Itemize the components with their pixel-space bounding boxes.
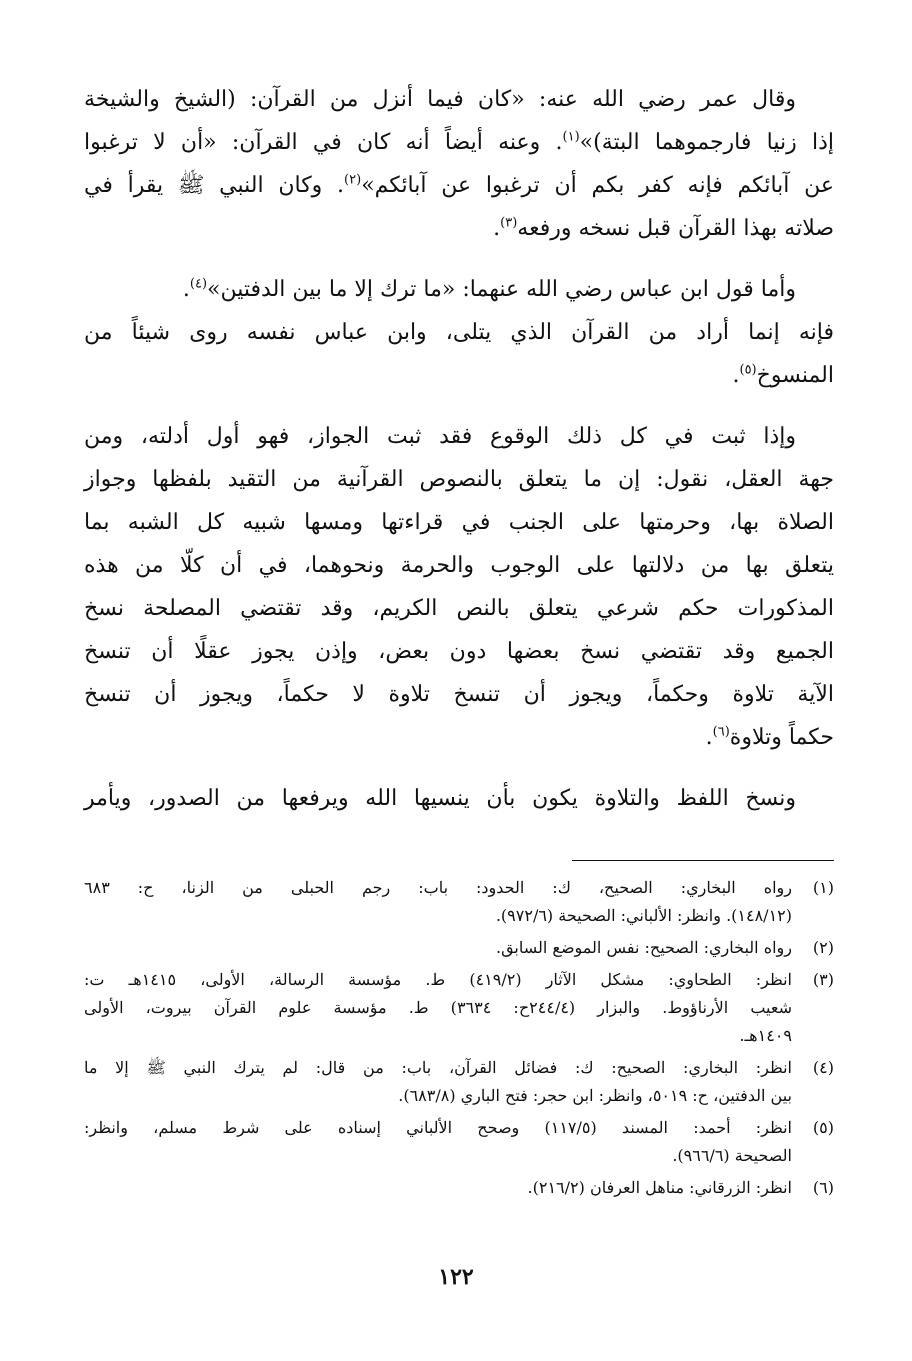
paragraph-4: ونسخ اللفظ والتلاوة يكون بأن ينسيها الله ويرفعها من الصدور، ويأمر [84, 786, 796, 811]
footnote-ref-6[interactable]: (٦) [712, 724, 730, 740]
footnote-ref-2[interactable]: (٢) [344, 172, 362, 188]
footnote-ref-3[interactable]: (٣) [500, 215, 518, 231]
footnote-number: (٤) [812, 1058, 834, 1077]
footnote-divider [572, 860, 834, 861]
footnote-3: (٣) انظر: الطحاوي: مشكل الآثار (٤١٩/٢) ط. مؤسسة الرسالة، الأولى، ١٤١٥هـ ت: شعيب الأرناؤوط. والبزار (٢٤٤/٤ح: ٣٦٣٤) ط. مؤسسة علوم القرآن بيروت، الأولى ١٤٠٩هـ. [84, 966, 834, 1050]
footnote-6: (٦) انظر: الزرقاني: مناهل العرفان (٢١٦/٢). [84, 1174, 834, 1202]
page-number: ١٢٢ [438, 1264, 474, 1290]
footnote-number: (٣) [812, 970, 834, 989]
footnote-ref-5[interactable]: (٥) [739, 362, 757, 378]
footnote-number: (١) [812, 878, 834, 897]
footnote-number: (٥) [812, 1118, 834, 1137]
footnote-2: (٢) رواه البخاري: الصحيح: نفس الموضع السابق. [84, 934, 834, 962]
footnotes [84, 874, 834, 1206]
footnote-ref-4[interactable]: (٤) [189, 276, 208, 292]
footnote-ref-1[interactable]: (١) [562, 129, 580, 145]
footnote-number: (٢) [812, 938, 834, 957]
footnote-number: (٦) [812, 1178, 834, 1197]
paragraph-2: وأما قول ابن عباس رضي الله عنهما: «ما ترك إلا ما بين الدفتين»$^{(٤)}$. فإنه إنما أراد من القرآن الذي يتلى، وابن عباس نفسه روى شيئاً من المنسوخ$^{(٥)}$. [84, 276, 834, 388]
footnote-4: (٤) انظر: البخاري: الصحيح: ك: فضائل القرآن، باب: من قال: لم يترك النبي ﷺ إلا ما بين الدفتين، ح: ٥٠١٩، وانظر: ابن حجر: فتح الباري (٦٨٣/٨). [84, 1054, 834, 1110]
footnote-1: (١) رواه البخاري: الصحيح، ك: الحدود: باب: رجم الحبلى من الزنا، ح: ٦٨٣ (١٤٨/١٢). وانظر: الألباني: الصحيحة (٩٧٢/٦). [84, 874, 834, 930]
paragraph-1: وقال عمر رضي الله عنه: «كان فيما أنزل من القرآن: (الشيخ والشيخة إذا زنيا فارجموهما البتة)»$^{(١)}$. وعنه أيضاً أنه كان في القرآن: «أن لا ترغبوا عن آبائكم فإنه كفر بكم أن ترغبوا عن آبائكم»$^{(٢)}$. وكان النبي ﷺ يقرأ في صلاته بهذا القرآن قبل نسخه ورفعه$^{(٣)}$. [84, 87, 834, 241]
paragraph-3: وإذا ثبت في كل ذلك الوقوع فقد ثبت الجواز، فهو أول أدلته، ومن جهة العقل، نقول: إن ما يتعلق بالنصوص القرآنية من التقيد بلفظها وجواز الصلاة بها، وحرمتها على الجنب في قراءتها ومسها شبيه كل الشبه بما يتعلق بها من دلالتها على الوجوب والحرمة ونحوهما، في أن كلّا من هذه المذكورات حكم شرعي يتعلق بالنص الكريم، وقد تقتضي المصلحة نسخ الجميع وقد تقتضي نسخ بعضها دون بعض، وإذن يجوز عقلًا أن تنسخ الآية تلاوة وحكماً، ويجوز أن تنسخ تلاوة لا حكماً، ويجوز أن تنسخ حكماً وتلاوة$^{(٦)}$. [84, 424, 834, 750]
footnote-5: (٥) انظر: أحمد: المسند (١١٧/٥) وصحح الألباني إسناده على شرط مسلم، وانظر: الصحيحة (٩٦٦/٦). [84, 1114, 834, 1170]
